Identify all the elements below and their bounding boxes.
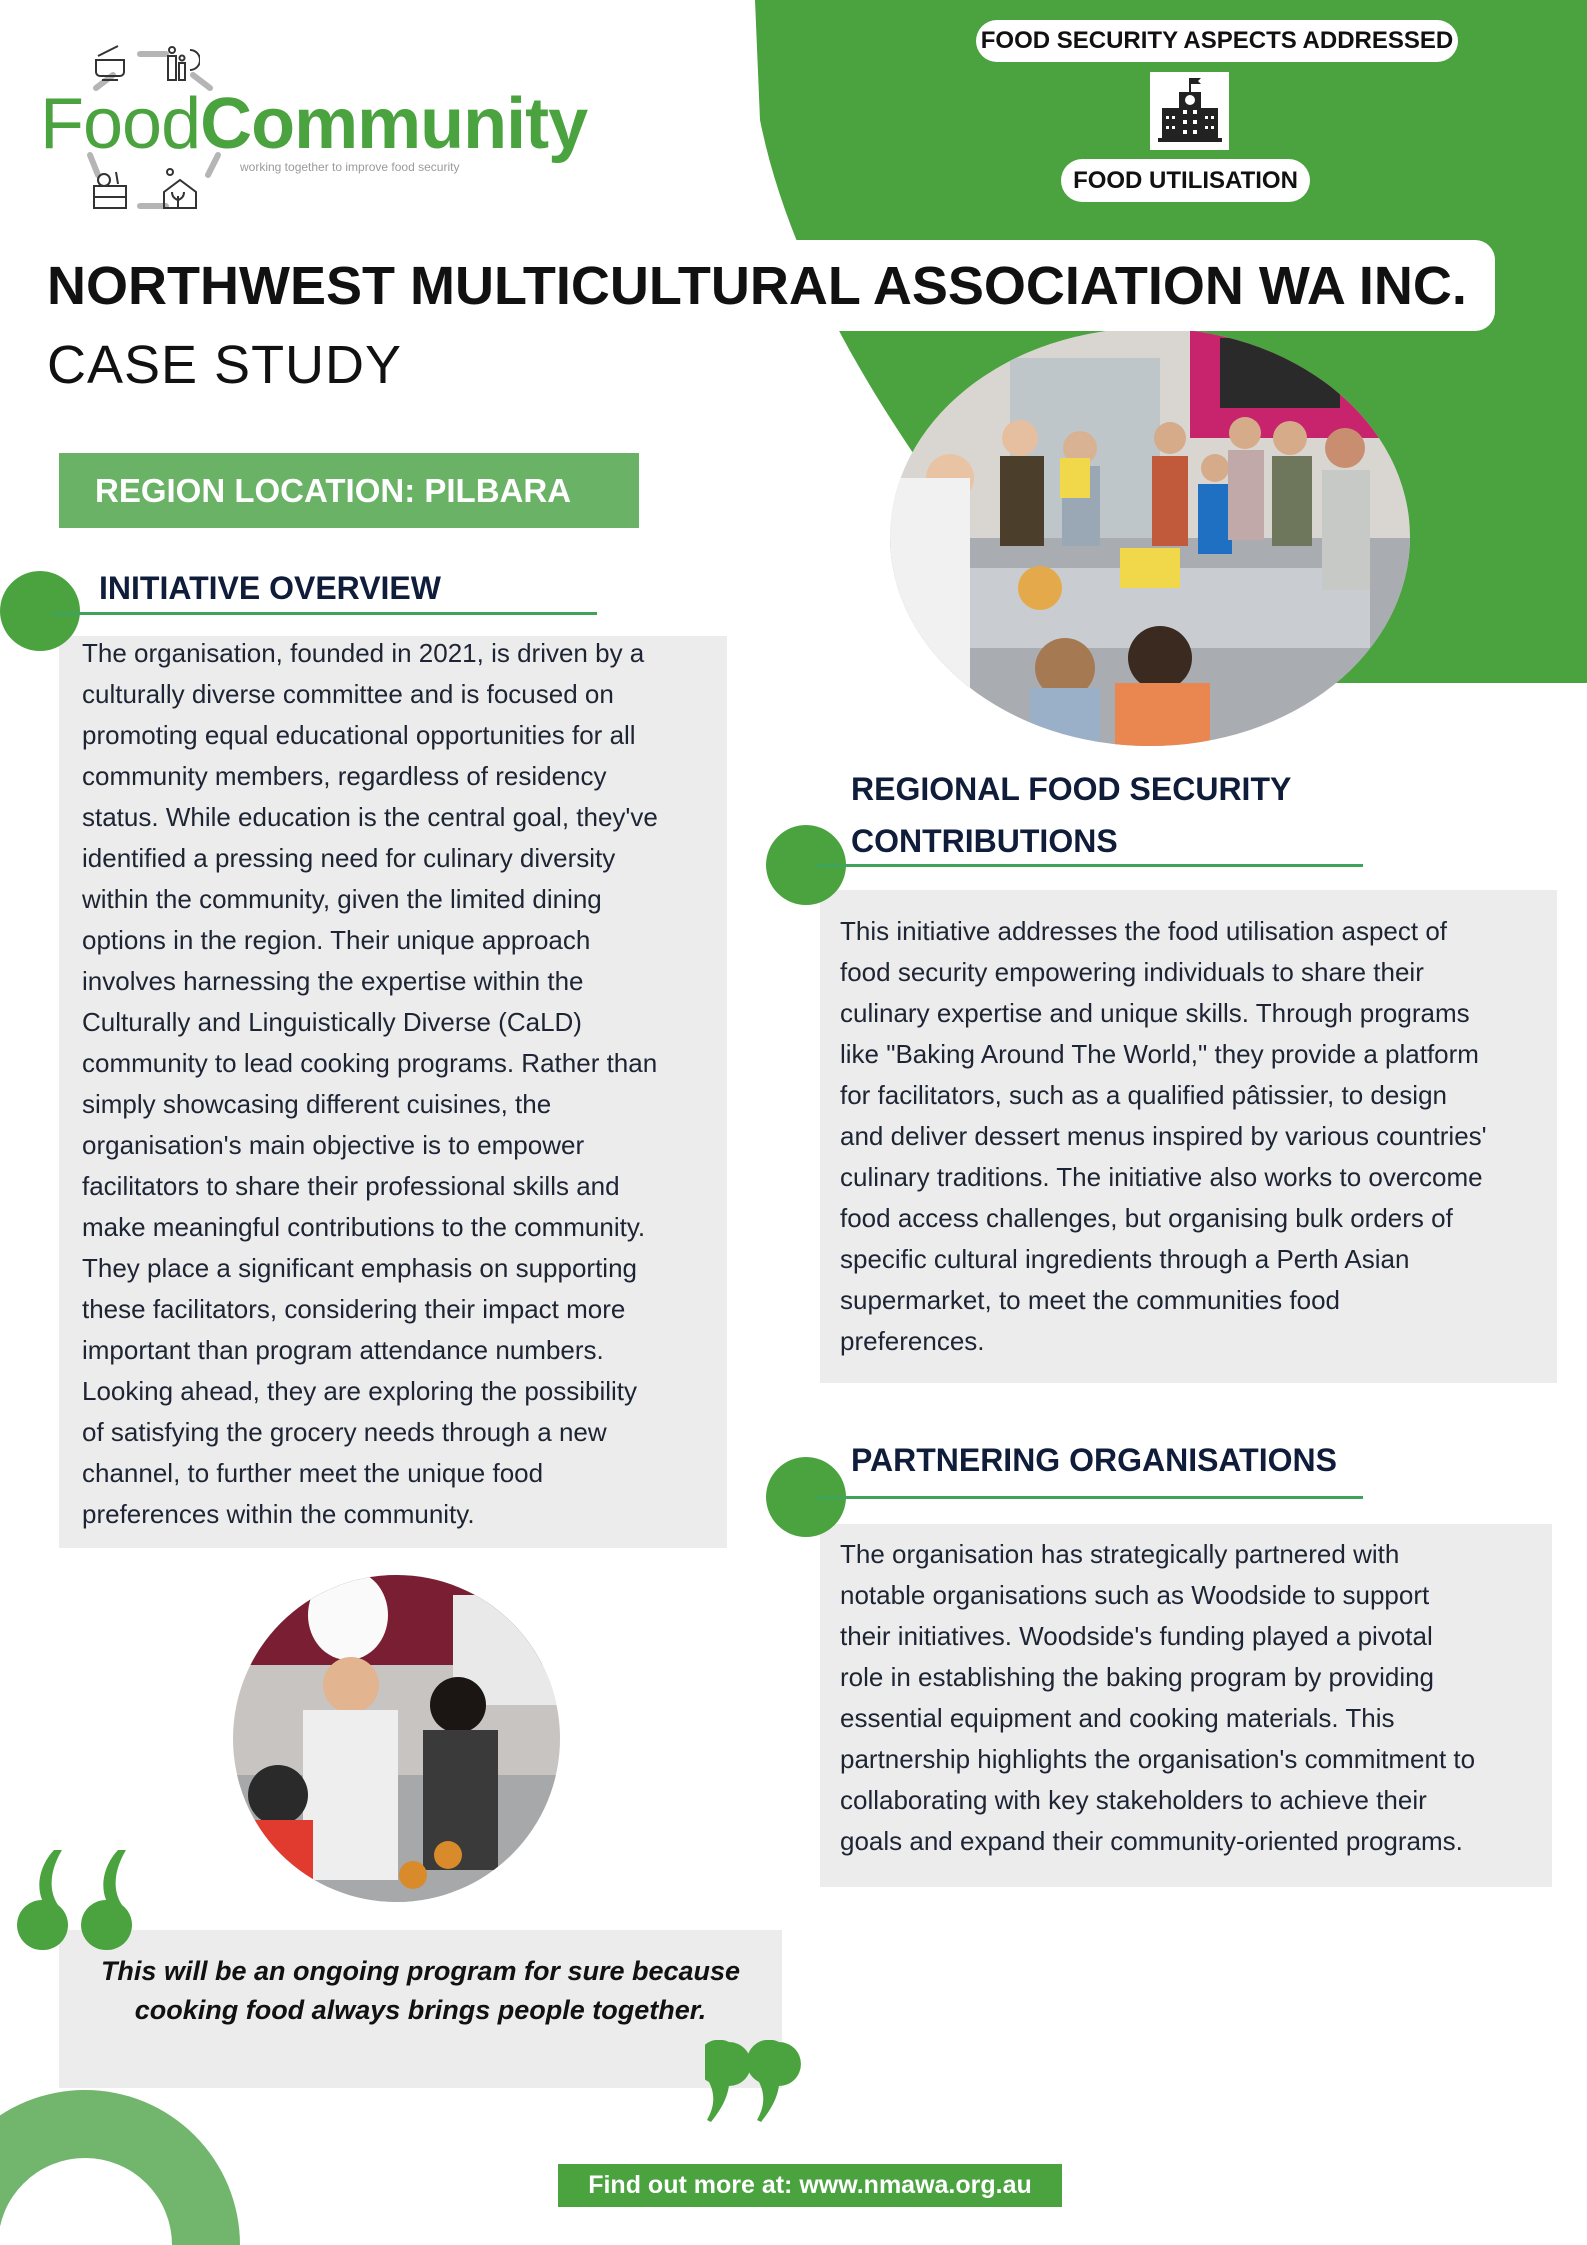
body-line: essential equipment and cooking materials. This bbox=[840, 1703, 1395, 1733]
contributions-body bbox=[840, 911, 1550, 1362]
close-quote-icon bbox=[705, 2040, 805, 2125]
page-subtitle: CASE STUDY bbox=[47, 335, 403, 395]
logo-word-community: Community bbox=[200, 84, 588, 164]
logo-wordmark bbox=[40, 84, 588, 164]
body-line: these facilitators, considering their impact more bbox=[82, 1294, 626, 1324]
overview-heading: INITIATIVE OVERVIEW bbox=[99, 570, 441, 606]
body-line: They place a significant emphasis on supporting bbox=[82, 1253, 637, 1283]
body-line: organisation's main objective is to empower bbox=[82, 1130, 585, 1160]
body-line: and deliver dessert menus inspired by various countries' bbox=[840, 1121, 1487, 1151]
page-title: NORTHWEST MULTICULTURAL ASSOCIATION WA INC. bbox=[47, 256, 1467, 316]
contributions-heading-line2: CONTRIBUTIONS bbox=[851, 823, 1118, 859]
foodcommunity-logo bbox=[38, 40, 588, 215]
body-line: collaborating with key stakeholders to achieve their bbox=[840, 1785, 1427, 1815]
body-line: notable organisations such as Woodside to support bbox=[840, 1580, 1430, 1610]
body-line: like "Baking Around The World," they provide a platform bbox=[840, 1039, 1479, 1069]
body-line: involves harnessing the expertise within the bbox=[82, 966, 584, 996]
contributions-heading-line1: REGIONAL FOOD SECURITY bbox=[851, 771, 1292, 807]
body-line: important than program attendance numbers. bbox=[82, 1335, 604, 1365]
body-line: The organisation, founded in 2021, is driven by a bbox=[82, 638, 645, 668]
region-location-banner bbox=[59, 453, 639, 528]
body-line: status. While education is the central goal, they've bbox=[82, 802, 658, 832]
aspects-heading: FOOD SECURITY ASPECTS ADDRESSED bbox=[976, 20, 1458, 62]
body-line: specific cultural ingredients through a Perth Asian bbox=[840, 1244, 1410, 1274]
section-bullet-dot bbox=[0, 571, 80, 651]
school-building-icon bbox=[1150, 72, 1229, 150]
partners-heading: PARTNERING ORGANISATIONS bbox=[851, 1442, 1337, 1478]
greenhouse-icon bbox=[160, 166, 200, 210]
body-line: supermarket, to meet the communities food bbox=[840, 1285, 1341, 1315]
body-line: food security empowering individuals to share their bbox=[840, 957, 1424, 987]
body-line: role in establishing the baking program by providing bbox=[840, 1662, 1435, 1692]
body-line: This initiative addresses the food utilisation aspect of bbox=[840, 916, 1448, 946]
website-link[interactable]: Find out more at: www.nmawa.org.au bbox=[558, 2164, 1062, 2207]
body-line: of satisfying the grocery needs through a new bbox=[82, 1417, 607, 1447]
partners-heading-rule bbox=[815, 1496, 1363, 1499]
quote-line-2: cooking food always brings people together. bbox=[134, 1995, 707, 2025]
logo-word-food: Food bbox=[40, 84, 201, 164]
body-line: The organisation has strategically partnered with bbox=[840, 1539, 1400, 1569]
body-line: community members, regardless of residency bbox=[82, 761, 607, 791]
decorative-ring bbox=[0, 2040, 280, 2245]
body-line: within the community, given the limited dining bbox=[82, 884, 602, 914]
aspect-food-utilisation: FOOD UTILISATION bbox=[1061, 159, 1310, 202]
baking-class-photo bbox=[890, 328, 1410, 746]
open-quote-icon bbox=[14, 1845, 146, 1955]
contributions-heading-rule bbox=[815, 864, 1363, 867]
overview-body bbox=[82, 633, 722, 1535]
body-line: Culturally and Linguistically Diverse (CaLD) bbox=[82, 1007, 582, 1037]
body-line: make meaningful contributions to the community. bbox=[82, 1212, 646, 1242]
body-line: facilitators to share their professional skills and bbox=[82, 1171, 620, 1201]
contributions-heading bbox=[851, 763, 1291, 867]
body-line: partnership highlights the organisation's commitment to bbox=[840, 1744, 1476, 1774]
body-line: channel, to further meet the unique food bbox=[82, 1458, 544, 1488]
body-line: culturally diverse committee and is focused on bbox=[82, 679, 614, 709]
body-line: food access challenges, but organising bulk orders of bbox=[840, 1203, 1453, 1233]
body-line: identified a pressing need for culinary diversity bbox=[82, 843, 616, 873]
cooking-pot-icon bbox=[90, 42, 130, 82]
family-icon bbox=[160, 44, 200, 84]
body-line: goals and expand their community-oriented programs. bbox=[840, 1826, 1463, 1856]
body-line: community to lead cooking programs. Rather than bbox=[82, 1048, 658, 1078]
logo-tagline: working together to improve food security bbox=[240, 160, 460, 174]
body-line: for facilitators, such as a qualified pâtissier, to design bbox=[840, 1080, 1447, 1110]
region-location-label: REGION LOCATION: PILBARA bbox=[95, 472, 572, 509]
partners-body bbox=[840, 1534, 1550, 1862]
body-line: their initiatives. Woodside's funding played a pivotal bbox=[840, 1621, 1433, 1651]
body-line: simply showcasing different cuisines, the bbox=[82, 1089, 552, 1119]
body-line: preferences within the community. bbox=[82, 1499, 475, 1529]
body-line: Looking ahead, they are exploring the possibility bbox=[82, 1376, 638, 1406]
body-line: culinary expertise and unique skills. Through programs bbox=[840, 998, 1470, 1028]
body-line: preferences. bbox=[840, 1326, 985, 1356]
testimonial-quote bbox=[59, 1952, 782, 2030]
body-line: options in the region. Their unique approach bbox=[82, 925, 591, 955]
quote-line-1: This will be an ongoing program for sure because bbox=[100, 1956, 741, 1986]
body-line: promoting equal educational opportunities for all bbox=[82, 720, 636, 750]
overview-heading-rule bbox=[52, 612, 597, 615]
chef-teaching-photo bbox=[233, 1575, 560, 1902]
produce-crate-icon bbox=[90, 168, 130, 210]
body-line: culinary traditions. The initiative also works to overcome bbox=[840, 1162, 1483, 1192]
